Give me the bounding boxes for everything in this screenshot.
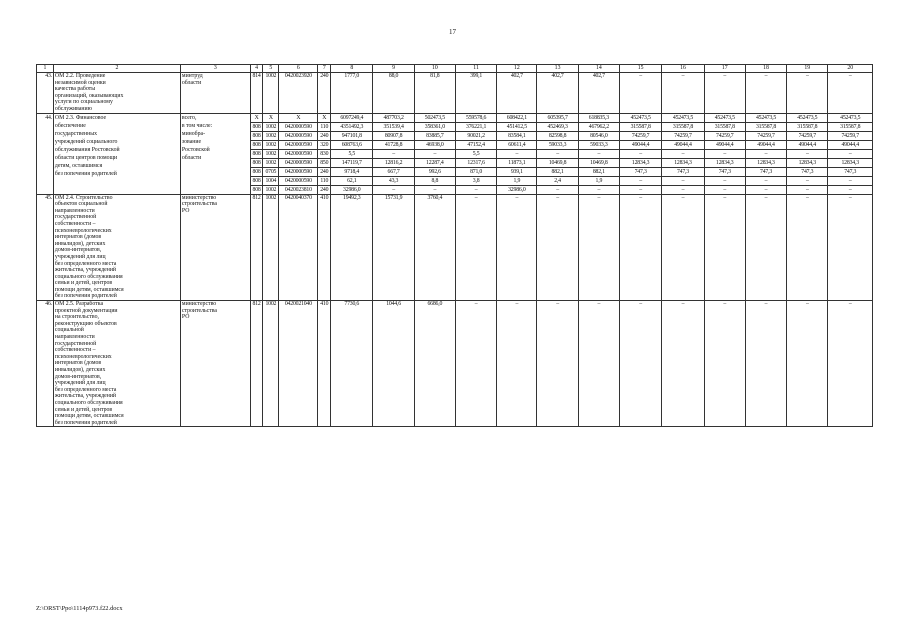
table-row — [37, 194, 873, 301]
budget-code-cell: 812 — [250, 194, 263, 301]
amount-cell: – — [578, 149, 619, 158]
amount-cell: 74259,7 — [745, 131, 786, 140]
amount-cell: 487703,2 — [373, 113, 414, 122]
amount-cell: 12834,3 — [704, 158, 745, 167]
budget-code-cell: 1002 — [263, 158, 279, 167]
amount-cell: 59033,3 — [578, 140, 619, 149]
budget-code-cell: 1002 — [263, 140, 279, 149]
amount-cell: – — [373, 149, 414, 158]
amount-cell: 5,5 — [331, 149, 373, 158]
amount-cell: 402,7 — [497, 73, 537, 114]
amount-cell: 62,1 — [331, 176, 373, 185]
event-name-cell: ОМ 2.4. Строительство объектов социальной направленности государственной собственности – психоневрологических интернатов (домов инвалидов), детских домов-интернатов, учреждений для лиц без определенного места жительства, учреждений социального обслуживания семьи и детей, центров помощи детям, оставшимся без попечения родителей — [53, 194, 180, 301]
amount-cell: 315587,8 — [704, 122, 745, 131]
budget-code-cell: 240 — [318, 73, 331, 114]
amount-cell: 9718,4 — [331, 167, 373, 176]
amount-cell: 11873,1 — [497, 158, 537, 167]
amount-cell: 608763,6 — [331, 140, 373, 149]
amount-cell: 49044,4 — [787, 140, 828, 149]
amount-cell: – — [662, 73, 704, 114]
amount-cell: 402,7 — [578, 73, 619, 114]
amount-cell: – — [455, 185, 496, 194]
budget-code-cell: 830 — [318, 149, 331, 158]
event-name-cell: ОМ 2.5. Разработка проектной документации на строительство, реконструкцию объектов социальной направленности государственной собственности – психоневрологических интернатов (домов инвалидов), детских домов-интернатов, учреждений для лиц без определенного места жительства, учреждений социального обслуживания семьи и детей, центров помощи детям, оставшимся без попечения родителей — [53, 301, 180, 427]
amount-cell: – — [745, 73, 786, 114]
amount-cell: 3760,4 — [414, 194, 455, 301]
amount-cell: 618835,3 — [578, 113, 619, 122]
amount-cell: 46938,0 — [414, 140, 455, 149]
amount-cell: 559578,6 — [455, 113, 496, 122]
executor-cell: министерство строительства РО — [180, 194, 250, 301]
table-row — [37, 73, 873, 114]
amount-cell: 315587,8 — [828, 122, 873, 131]
amount-cell: 49044,4 — [704, 140, 745, 149]
budget-code-cell: 808 — [250, 140, 263, 149]
amount-cell: – — [828, 176, 873, 185]
amount-cell: 12834,3 — [619, 158, 661, 167]
amount-cell: 358361,0 — [414, 122, 455, 131]
amount-cell: – — [578, 194, 619, 301]
amount-cell: 8,8 — [414, 176, 455, 185]
amount-cell: 747,3 — [619, 167, 661, 176]
column-number-cell: 7 — [318, 65, 331, 73]
budget-code-cell: 240 — [318, 131, 331, 140]
budget-code-cell: 1002 — [263, 301, 279, 427]
amount-cell: 83584,1 — [497, 131, 537, 140]
amount-cell: 2,4 — [537, 176, 578, 185]
amount-cell: 19492,3 — [331, 194, 373, 301]
column-number-cell: 3 — [180, 65, 250, 73]
amount-cell: – — [578, 185, 619, 194]
column-number-cell: 20 — [828, 65, 873, 73]
budget-code-cell: 808 — [250, 131, 263, 140]
amount-cell: 81,8 — [414, 73, 455, 114]
budget-code-cell: 1004 — [263, 176, 279, 185]
column-number-cell: 14 — [578, 65, 619, 73]
column-number-cell: 12 — [497, 65, 537, 73]
amount-cell: 80907,8 — [373, 131, 414, 140]
amount-cell: 1,9 — [497, 176, 537, 185]
amount-cell: – — [787, 194, 828, 301]
amount-cell: – — [745, 149, 786, 158]
column-number-cell: 16 — [662, 65, 704, 73]
amount-cell: – — [787, 149, 828, 158]
amount-cell: – — [497, 194, 537, 301]
column-number-cell: 13 — [537, 65, 578, 73]
amount-cell: 351539,4 — [373, 122, 414, 131]
amount-cell: – — [704, 194, 745, 301]
amount-cell: – — [662, 185, 704, 194]
budget-code-cell: 0705 — [263, 167, 279, 176]
amount-cell: – — [497, 149, 537, 158]
budget-code-cell: 0420000590 — [279, 122, 318, 131]
amount-cell: – — [745, 185, 786, 194]
budget-code-cell: 812 — [250, 301, 263, 427]
amount-cell: 376221,1 — [455, 122, 496, 131]
column-number-cell: 6 — [279, 65, 318, 73]
amount-cell: 12816,2 — [373, 158, 414, 167]
amount-cell: 12317,6 — [455, 158, 496, 167]
budget-code-cell: 110 — [318, 176, 331, 185]
column-number-cell: 10 — [414, 65, 455, 73]
amount-cell: 452473,5 — [828, 113, 873, 122]
amount-cell: 74259,7 — [619, 131, 661, 140]
amount-cell: – — [662, 301, 704, 427]
column-number-cell: 17 — [704, 65, 745, 73]
table-row — [37, 113, 873, 122]
amount-cell: 60611,4 — [497, 140, 537, 149]
amount-cell: 747,3 — [745, 167, 786, 176]
amount-cell: 12834,3 — [745, 158, 786, 167]
amount-cell: 4351492,3 — [331, 122, 373, 131]
amount-cell: 47152,4 — [455, 140, 496, 149]
amount-cell: 12834,3 — [787, 158, 828, 167]
amount-cell: 12287,4 — [414, 158, 455, 167]
amount-cell: 32986,0 — [497, 185, 537, 194]
amount-cell: 747,3 — [704, 167, 745, 176]
budget-code-cell: 410 — [318, 301, 331, 427]
amount-cell: – — [619, 301, 661, 427]
amount-cell: – — [704, 185, 745, 194]
amount-cell: – — [662, 194, 704, 301]
amount-cell: 605395,7 — [537, 113, 578, 122]
amount-cell: 608422,1 — [497, 113, 537, 122]
amount-cell: 10469,8 — [578, 158, 619, 167]
amount-cell: – — [787, 176, 828, 185]
row-number-cell: 46. — [37, 301, 54, 427]
amount-cell: 747,3 — [828, 167, 873, 176]
budget-code-cell: 240 — [318, 185, 331, 194]
amount-cell: 871,0 — [455, 167, 496, 176]
amount-cell: – — [619, 194, 661, 301]
amount-cell: 80546,0 — [578, 131, 619, 140]
budget-code-cell: 1002 — [263, 122, 279, 131]
executor-cell: всего, в том числе: минобра- зование Ростовской области — [180, 113, 250, 194]
amount-cell: 74259,7 — [662, 131, 704, 140]
budget-code-cell: 240 — [318, 167, 331, 176]
amount-cell: 747,3 — [787, 167, 828, 176]
amount-cell: 452473,5 — [662, 113, 704, 122]
amount-cell: – — [497, 301, 537, 427]
amount-cell: 147119,7 — [331, 158, 373, 167]
amount-cell: 6686,0 — [414, 301, 455, 427]
row-number-cell: 44. — [37, 113, 54, 194]
budget-code-cell: X — [318, 113, 331, 122]
amount-cell: 1777,0 — [331, 73, 373, 114]
amount-cell: 6097249,4 — [331, 113, 373, 122]
amount-cell: 1,9 — [578, 176, 619, 185]
amount-cell: 939,1 — [497, 167, 537, 176]
amount-cell: 882,1 — [537, 167, 578, 176]
amount-cell: – — [414, 149, 455, 158]
budget-code-cell: 808 — [250, 185, 263, 194]
amount-cell: – — [828, 149, 873, 158]
amount-cell: 74259,7 — [787, 131, 828, 140]
amount-cell: – — [745, 301, 786, 427]
column-number-cell: 4 — [250, 65, 263, 73]
budget-table — [36, 64, 873, 427]
budget-code-cell: 1002 — [263, 149, 279, 158]
amount-cell: 452469,3 — [537, 122, 578, 131]
amount-cell: – — [455, 194, 496, 301]
budget-code-cell: 1002 — [263, 73, 279, 114]
amount-cell: – — [745, 176, 786, 185]
amount-cell: – — [787, 301, 828, 427]
row-number-cell: 43. — [37, 73, 54, 114]
amount-cell: 15731,9 — [373, 194, 414, 301]
amount-cell: – — [662, 176, 704, 185]
column-number-cell: 5 — [263, 65, 279, 73]
amount-cell: – — [619, 149, 661, 158]
executor-cell: министерство строительства РО — [180, 301, 250, 427]
amount-cell: – — [828, 73, 873, 114]
amount-cell: 74259,7 — [704, 131, 745, 140]
amount-cell: – — [537, 301, 578, 427]
amount-cell: – — [619, 185, 661, 194]
amount-cell: 49044,4 — [662, 140, 704, 149]
budget-code-cell: 808 — [250, 158, 263, 167]
page-number: 17 — [449, 28, 456, 36]
budget-code-cell: 0420021040 — [279, 301, 318, 427]
amount-cell: 467962,2 — [578, 122, 619, 131]
amount-cell: 315587,8 — [619, 122, 661, 131]
amount-cell: 315587,8 — [787, 122, 828, 131]
budget-code-cell: 850 — [318, 158, 331, 167]
amount-cell: 452473,5 — [745, 113, 786, 122]
column-number-row — [37, 65, 873, 73]
amount-cell: 747,3 — [662, 167, 704, 176]
amount-cell: – — [787, 185, 828, 194]
amount-cell: 947101,8 — [331, 131, 373, 140]
budget-code-cell: 0420040370 — [279, 194, 318, 301]
budget-code-cell: 0420023810 — [279, 185, 318, 194]
amount-cell: 83885,7 — [414, 131, 455, 140]
column-number-cell: 11 — [455, 65, 496, 73]
amount-cell: 452473,5 — [787, 113, 828, 122]
amount-cell: 12834,3 — [662, 158, 704, 167]
event-name-cell: ОМ 2.3. Финансовое обеспечение государственных учреждений социального обслуживания Ростовской области центров помощи детям, оставшимся без попечения родителей — [53, 113, 180, 194]
amount-cell: – — [828, 194, 873, 301]
amount-cell: – — [704, 73, 745, 114]
column-number-cell: 18 — [745, 65, 786, 73]
amount-cell: 82598,8 — [537, 131, 578, 140]
amount-cell: 7730,6 — [331, 301, 373, 427]
amount-cell: 452473,5 — [619, 113, 661, 122]
amount-cell: 399,1 — [455, 73, 496, 114]
amount-cell: – — [619, 73, 661, 114]
amount-cell: 502473,5 — [414, 113, 455, 122]
amount-cell: 49044,4 — [745, 140, 786, 149]
amount-cell: – — [537, 185, 578, 194]
budget-code-cell: 0420000590 — [279, 167, 318, 176]
amount-cell: 88,0 — [373, 73, 414, 114]
amount-cell: 315587,8 — [745, 122, 786, 131]
amount-cell: – — [455, 301, 496, 427]
budget-code-cell: 1002 — [263, 194, 279, 301]
amount-cell: – — [373, 185, 414, 194]
budget-code-cell: 320 — [318, 140, 331, 149]
amount-cell: – — [619, 176, 661, 185]
budget-code-cell: 0420000590 — [279, 131, 318, 140]
column-number-cell: 19 — [787, 65, 828, 73]
amount-cell: – — [787, 73, 828, 114]
amount-cell: 1044,6 — [373, 301, 414, 427]
budget-code-cell: X — [279, 113, 318, 122]
amount-cell: – — [704, 149, 745, 158]
amount-cell: – — [704, 301, 745, 427]
event-name-cell: ОМ 2.2. Проведение независимой оценки качества работы организаций, оказывающих услуги по социальному обслуживанию — [53, 73, 180, 114]
budget-code-cell: 1002 — [263, 185, 279, 194]
executor-cell: минтруд области — [180, 73, 250, 114]
budget-code-cell: 814 — [250, 73, 263, 114]
column-number-cell: 9 — [373, 65, 414, 73]
budget-code-cell: X — [263, 113, 279, 122]
amount-cell: 49044,4 — [828, 140, 873, 149]
amount-cell: 5,5 — [455, 149, 496, 158]
amount-cell: 90021,2 — [455, 131, 496, 140]
budget-code-cell: 0420000590 — [279, 149, 318, 158]
budget-code-cell: 0420000590 — [279, 158, 318, 167]
budget-code-cell: 808 — [250, 167, 263, 176]
budget-code-cell: 808 — [250, 122, 263, 131]
amount-cell: – — [537, 149, 578, 158]
column-number-cell: 15 — [619, 65, 661, 73]
budget-code-cell: 808 — [250, 176, 263, 185]
row-number-cell: 45. — [37, 194, 54, 301]
budget-code-cell: 410 — [318, 194, 331, 301]
amount-cell: 10469,8 — [537, 158, 578, 167]
amount-cell: 12834,3 — [828, 158, 873, 167]
budget-code-cell: 0420000590 — [279, 140, 318, 149]
table-row — [37, 301, 873, 427]
budget-code-cell: 808 — [250, 149, 263, 158]
amount-cell: – — [704, 176, 745, 185]
column-number-cell: 2 — [53, 65, 180, 73]
amount-cell: – — [828, 185, 873, 194]
amount-cell: 43,3 — [373, 176, 414, 185]
amount-cell: 41728,8 — [373, 140, 414, 149]
amount-cell: 49044,4 — [619, 140, 661, 149]
column-number-cell: 1 — [37, 65, 54, 73]
amount-cell: 451412,5 — [497, 122, 537, 131]
budget-code-cell: 1002 — [263, 131, 279, 140]
column-number-cell: 8 — [331, 65, 373, 73]
file-path-footer: Z:\ORST\Ppo\1114p973.f22.docx — [36, 605, 123, 612]
amount-cell: 882,1 — [578, 167, 619, 176]
amount-cell: 452473,5 — [704, 113, 745, 122]
amount-cell: – — [828, 301, 873, 427]
amount-cell: 667,7 — [373, 167, 414, 176]
amount-cell: 402,7 — [537, 73, 578, 114]
amount-cell: 74259,7 — [828, 131, 873, 140]
amount-cell: 992,6 — [414, 167, 455, 176]
amount-cell: – — [414, 185, 455, 194]
budget-code-cell: X — [250, 113, 263, 122]
budget-code-cell: 0420000590 — [279, 176, 318, 185]
amount-cell: 59033,3 — [537, 140, 578, 149]
budget-code-cell: 0420023920 — [279, 73, 318, 114]
amount-cell: 32986,0 — [331, 185, 373, 194]
amount-cell: 3,8 — [455, 176, 496, 185]
amount-cell: – — [537, 194, 578, 301]
amount-cell: – — [745, 194, 786, 301]
budget-code-cell: 110 — [318, 122, 331, 131]
amount-cell: – — [578, 301, 619, 427]
amount-cell: 315587,8 — [662, 122, 704, 131]
amount-cell: – — [662, 149, 704, 158]
